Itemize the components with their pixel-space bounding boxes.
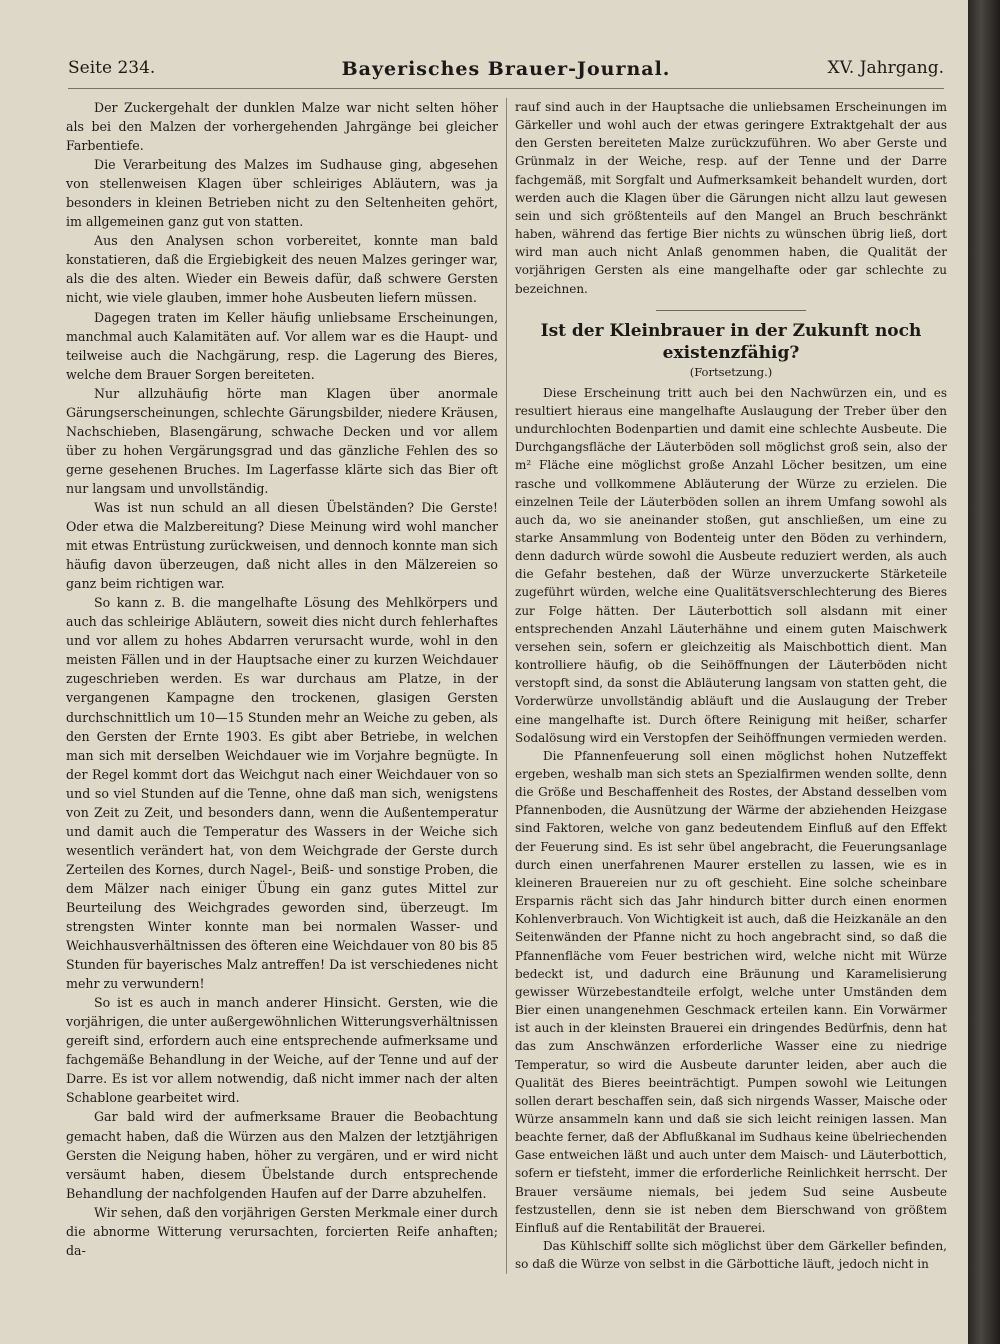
paragraph: Das Kühlschiff sollte sich möglichst über dem Gärkeller befinden, so daß die Würze von selbst in die Gärbottiche läuft, jedoch nicht in [515, 1239, 947, 1272]
paragraph: Was ist nun schuld an all diesen Übelständen? Die Gerste! Oder etwa die Malzbereitung? Diese Meinung wird wohl mancher mit etwas Entrüstung zurückweisen, und dennoch konnte man sich häufig davon überzeugen, daß nicht alles in den Mälzereien so ganz beim richtigen war. [66, 499, 498, 592]
article-subtitle: (Fortsetzung.) [689, 364, 773, 379]
paragraph: Aus den Analysen schon vorbereitet, konnte man bald konstatieren, daß die Ergiebigkeit des neuen Malzes geringer war, als die des alten. Wieder ein Beweis dafür, daß schwere Gersten nicht, wie viele glauben, immer hohe Ausbeuten liefern müssen. [66, 233, 498, 306]
paragraph: Dagegen traten im Keller häufig unliebsame Erscheinungen, manchmal auch Kalamitäten auf. Vor allem war es die Haupt- und teilweise auch die Nachgärung, resp. die Lagerung des Bieres, welche dem Brauer Sorgen bereiteten. [66, 309, 498, 382]
paragraph: Diese Erscheinung tritt auch bei den Nachwürzen ein, und es resultiert hieraus eine mangelhafte Auslaugung der Treber über den undurchlochten Bodenpartien und damit eine schlechte Ausbeute. Die Durchgangsfläche der Läuterböden soll möglichst groß sein, also der m² Fläche eine möglichst große Anzahl Löcher besitzen, um eine rasche und vollkommene Abläuterung der Würze zu erzielen. Die einzelnen Teile der Läuterböden sollen an ihrem Umfang sowohl als auch da, wo sie aneinander stoßen, gut anschließen, um eine zu starke Ansammlung von Bodenteig unter den Böden zu verhindern, denn dadurch würde sowohl die Ausbeute reduziert werden, als auch die Gefahr bestehen, daß der Würze unverzuckerte Stärketeile zugeführt würden, welche eine Qualitätsverschlechterung des Bieres zur Folge hätten. Der Läuterbottich soll alsdann mit einer entsprechenden Anzahl Läuterhähne und einem guten Maischwerk versehen sein, sofern er gleichzeitig als Maischbottich dient. Man kontrolliere häufig, ob die Seihöffnungen der Läuterböden nicht verstopft sind, da sonst die Abläuterung langsam von statten geht, die Vorderwürze unvollständig abläuft und die Auslaugung der Treber eine mangelhafte ist. Durch öftere Reinigung mit heißer, scharfer Sodalösung wird ein Verstopfen der Seihöffnungen vermieden werden. [515, 385, 947, 745]
volume-label: XV. Jahrgang. [827, 58, 944, 78]
right-column [515, 98, 947, 1273]
page-number: Seite 234. [68, 58, 156, 78]
paragraph: Wir sehen, daß den vorjährigen Gersten Merkmale einer durch die abnorme Witterung verursachten, forcierten Reife anhaften; da- [66, 1204, 498, 1258]
left-column [66, 98, 498, 1260]
binding-edge [968, 0, 1000, 1344]
article-title: Ist der Kleinbrauer in der Zukunft noch existenzfähig? [540, 320, 922, 363]
page-header [68, 58, 944, 89]
paragraph: rauf sind auch in der Hauptsache die unliebsamen Erscheinungen im Gärkeller und wohl auch der etwas geringere Extraktgehalt der aus den Gersten bereiteten Malze zurückzuführen. Wo aber Gerste und Grünmalz in der Weiche, resp. auf der Tenne und der Darre fachgemäß, mit Sorgfalt und Aufmerksamkeit behandelt wurden, dort werden auch die Klagen über die Gärungen nicht allzu laut gewesen sein und sich größtenteils auf den Mangel an Bruch beschränkt haben, während das fertige Bier nichts zu wünschen übrig ließ, dort wird man auch nicht Anlaß genommen haben, die Qualität der vorjährigen Gersten als eine mangelhafte oder gar schlechte zu bezeichnen. [515, 100, 947, 296]
section-divider [656, 310, 806, 311]
paragraph: Der Zuckergehalt der dunklen Malze war nicht selten höher als bei den Malzen der vorhergehenden Jahrgänge bei gleicher Farbentiefe. [66, 100, 498, 154]
paragraph: Die Pfannenfeuerung soll einen möglichst hohen Nutzeffekt ergeben, weshalb man sich stets an Spezialfirmen wenden sollte, denn die Größe und Beschaffenheit des Rostes, der Abstand desselben vom Pfannenboden, die Ausnützung der Wärme der abziehenden Heizgase sind Faktoren, welche von ganz bedeutendem Einfluß auf den Effekt der Feuerung sind. Es ist sehr übel angebracht, die Feuerungsanlage durch einen unerfahrenen Maurer erstellen zu lassen, wie es in kleineren Brauereien nur zu oft geschieht. Eine solche scheinbare Ersparnis rächt sich das Jahr hindurch bitter durch einen enormen Kohlenverbrauch. Von Wichtigkeit ist auch, daß die Heizkanäle an den Seitenwänden der Pfanne nicht zu hoch angebracht sind, so daß die Pfannenfläche vom Feuer bestrichen wird, welche nicht mit Würze bedeckt ist, und dadurch eine Bräunung und Karamelisierung gewisser Würzebestandteile erfolgt, welche unter Umständen dem Bier einen unangenehmen Geschmack erteilen kann. Ein Vorwärmer ist auch in der kleinsten Brauerei ein dringendes Bedürfnis, denn hat das zum Anschwänzen erforderliche Wasser eine zu niedrige Temperatur, so wird die Ausbeute darunter leiden, aber auch die Qualität des Bieres beeinträchtigt. Pumpen sowohl wie Leitungen sollen derart beschaffen sein, daß sich nirgends Wasser, Maische oder Würze ansammeln kann und daß sie sich leicht reinigen lassen. Man beachte ferner, daß der Abflußkanal im Sudhaus keine übelriechenden Gase entweichen läßt und auch unter dem Maisch- und Läuterbottich, sofern er tiefsteht, immer die erforderliche Reinlichkeit herrscht. Der Brauer versäume niemals, bei jedem Sud seine Ausbeute festzustellen, denn sie ist neben dem Bierschwand von größtem Einfluß auf die Rentabilität der Brauerei. [515, 748, 947, 1235]
journal-title: Bayerisches Brauer-Journal. [341, 58, 671, 80]
column-divider [506, 98, 507, 1274]
paragraph: So ist es auch in manch anderer Hinsicht. Gersten, wie die vorjährigen, die unter außergewöhnlichen Witterungsverhältnissen gereift sind, erfordern auch eine entsprechende aufmerksame und fachgemäße Behandlung in der Weiche, auf der Tenne und auf der Darre. Es ist vor allem notwendig, daß nicht immer nach der alten Schablone gearbeitet wird. [66, 995, 498, 1106]
paragraph: Nur allzuhäufig hörte man Klagen über anormale Gärungserscheinungen, schlechte Gärungsbilder, niedere Kräusen, Nachschieben, Blasengärung, schwache Decken und vor allem über zu hohen Vergärungsgrad und das gänzliche Fehlen des so gerne gesehenen Bruches. Im Lagerfasse klärte sich das Bier oft nur langsam und unvollständig. [66, 385, 498, 496]
paragraph: Die Verarbeitung des Malzes im Sudhause ging, abgesehen von stellenweisen Klagen über schleiriges Abläutern, was ja besonders in kleinen Betrieben nicht zu den Seltenheiten gehört, im allgemeinen ganz gut von statten. [66, 157, 498, 230]
paragraph: Gar bald wird der aufmerksame Brauer die Beobachtung gemacht haben, daß die Würzen aus den Malzen der letztjährigen Gersten die Neigung haben, höher zu vergären, und er wird nicht versäumt haben, diesem Übelstande durch entsprechende Behandlung der nachfolgenden Haufen auf der Darre abzuhelfen. [66, 1109, 498, 1201]
paragraph: So kann z. B. die mangelhafte Lösung des Mehlkörpers und auch das schleirige Abläutern, soweit dies nicht durch fehlerhaftes und vor allem zu hohes Abdarren verursacht wurde, wohl in den meisten Fällen und in der Hauptsache einer zu kurzen Weichdauer zugeschrieben werden. Es war durchaus am Platze, in der vergangenen Kampagne den trockenen, glasigen Gersten durchschnittlich um 10—15 Stunden mehr an Weiche zu geben, als den Gersten der Ernte 1903. Es gibt aber Betriebe, in welchen man sich mit derselben Weichdauer wie im Vorjahre begnügte. In der Regel kommt dort das Weichgut nach einer Weichdauer von so und so viel Stunden auf die Tenne, ohne daß man sich, wenigstens von Zeit zu Zeit, und besonders dann, wenn die Außentemperatur und damit auch die Temperatur des Wassers in der Weiche sich wesentlich verändert hat, von dem Weichgrade der Gerste durch Zerteilen des Kornes, durch Nagel-, Beiß- und sonstige Proben, die dem Mälzer nach einiger Übung ein ganz gutes Mittel zur Beurteilung des Weichgrades geworden sind, überzeugt. Im strengsten Winter konnte man bei normalen Wasser- und Weichhausverhältnissen des öfteren eine Weichdauer von 80 bis 85 Stunden für bayerisches Malz antreffen! Da ist verschiedenes nicht mehr zu verwundern! [66, 595, 498, 992]
